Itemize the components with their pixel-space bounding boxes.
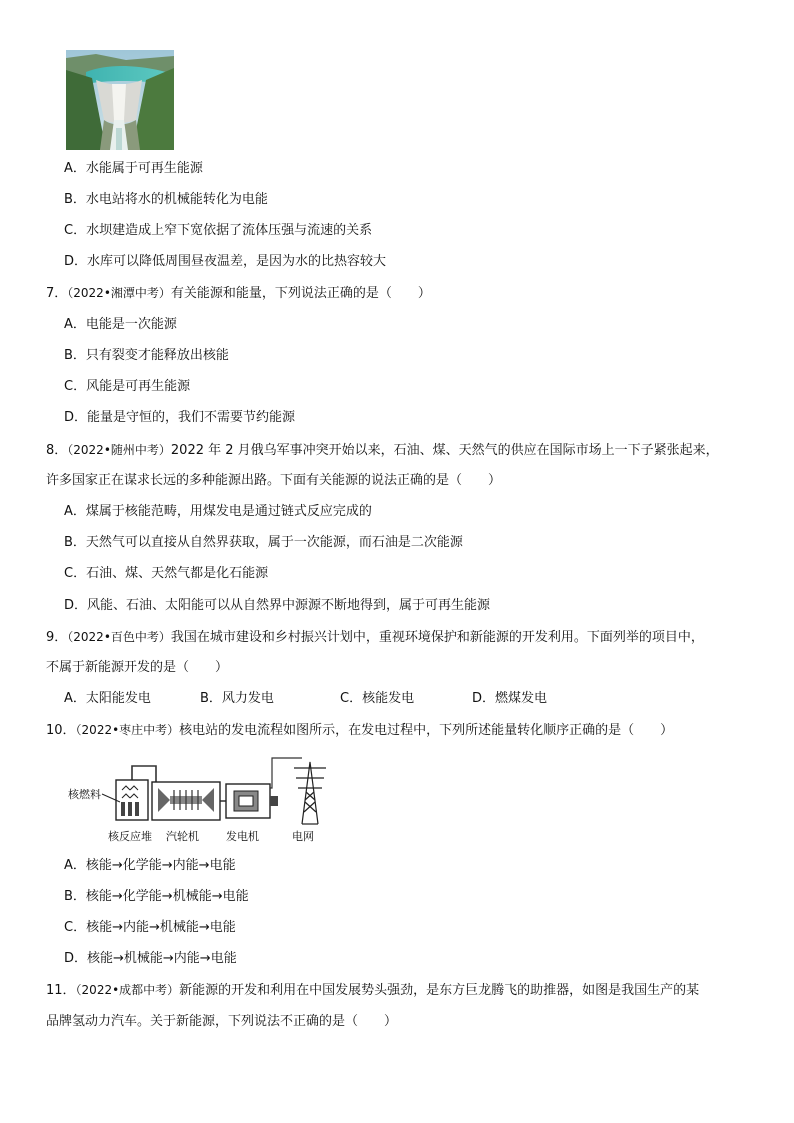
power-line <box>270 758 302 788</box>
question-number: 9． <box>46 630 68 645</box>
question-7-stem <box>46 284 431 303</box>
question-source: （2022•随州中考） <box>67 443 171 457</box>
q8-option-b: B．天然气可以直接从自然界获取，属于一次能源，而石油是二次能源 <box>64 535 463 550</box>
question-9-stem-continued: 不属于新能源开发的是（ ） <box>46 660 229 675</box>
q6-option-b: B．水电站将水的机械能转化为电能 <box>64 192 268 207</box>
question-source: （2022•枣庄中考） <box>75 723 180 737</box>
grid-label: 电网 <box>292 830 314 843</box>
q9-option-b: B．风力发电 <box>200 691 274 706</box>
question-9-stem <box>46 628 704 647</box>
q6-option-a: A．水能属于可再生能源 <box>64 161 203 176</box>
q10-option-d: D．核能→机械能→内能→电能 <box>64 951 237 966</box>
q10-option-c: C．核能→内能→机械能→电能 <box>64 920 236 935</box>
question-number: 8． <box>46 443 68 458</box>
q10-option-a: A．核能→化学能→内能→电能 <box>64 858 236 873</box>
reactor-icon <box>116 780 148 820</box>
q8-option-d: D．风能、石油、太阳能可以从自然界中源源不断地得到，属于可再生能源 <box>64 598 491 613</box>
question-11-stem-continued: 品牌氢动力汽车。关于新能源，下列说法不正确的是（ ） <box>46 1014 398 1029</box>
generator-label: 发电机 <box>226 830 259 843</box>
q7-option-c: C．风能是可再生能源 <box>64 379 191 394</box>
question-number: 11． <box>46 983 76 998</box>
turbine-icon <box>152 782 220 820</box>
q7-option-a: A．电能是一次能源 <box>64 317 177 332</box>
turbine-label: 汽轮机 <box>166 830 199 843</box>
question-8-stem <box>46 441 719 460</box>
question-text: 核电站的发电流程如图所示，在发电过程中，下列所述能量转化顺序正确的是（ ） <box>179 723 674 738</box>
question-text: 2022 年 2 月俄乌军事冲突开始以来，石油、煤、天然气的供应在国际市场上一下子紧张起来， <box>170 443 719 458</box>
q6-option-c: C．水坝建造成上窄下宽依据了流体压强与流速的关系 <box>64 223 373 238</box>
q8-option-c: C．石油、煤、天然气都是化石能源 <box>64 566 269 581</box>
dam-photo <box>66 50 174 150</box>
question-source: （2022•湘潭中考） <box>67 286 171 300</box>
question-11-stem <box>46 981 699 1000</box>
q7-option-b: B．只有裂变才能释放出核能 <box>64 348 229 363</box>
q7-option-d: D．能量是守恒的，我们不需要节约能源 <box>64 410 296 425</box>
question-text: 有关能源和能量，下列说法正确的是（ ） <box>170 286 431 301</box>
question-text: 新能源的开发和利用在中国发展势头强劲，是东方巨龙腾飞的助推器，如图是我国生产的某 <box>179 983 700 998</box>
question-source: （2022•百色中考） <box>67 630 171 644</box>
generator-icon <box>226 784 278 818</box>
q9-option-c: C．核能发电 <box>340 691 415 706</box>
fuel-label: 核燃料 <box>68 788 101 801</box>
question-10-stem <box>46 721 673 740</box>
q9-option-d: D．燃煤发电 <box>472 691 548 706</box>
q6-option-d: D．水库可以降低周围昼夜温差，是因为水的比热容较大 <box>64 254 387 269</box>
q8-option-a: A．煤属于核能范畴，用煤发电是通过链式反应完成的 <box>64 504 372 519</box>
reactor-label: 核反应堆 <box>108 830 152 843</box>
q9-option-a: A．太阳能发电 <box>64 691 151 706</box>
q10-option-b: B．核能→化学能→机械能→电能 <box>64 889 249 904</box>
question-number: 7． <box>46 286 68 301</box>
question-number: 10． <box>46 723 76 738</box>
question-text: 我国在城市建设和乡村振兴计划中，重视环境保护和新能源的开发利用。下面列举的项目中， <box>170 630 704 645</box>
question-source: （2022•成都中考） <box>75 983 180 997</box>
question-8-stem-continued: 许多国家正在谋求长远的多种能源出路。下面有关能源的说法正确的是（ ） <box>46 473 502 488</box>
power-tower-icon <box>294 762 326 824</box>
nuclear-plant-diagram <box>66 752 336 846</box>
